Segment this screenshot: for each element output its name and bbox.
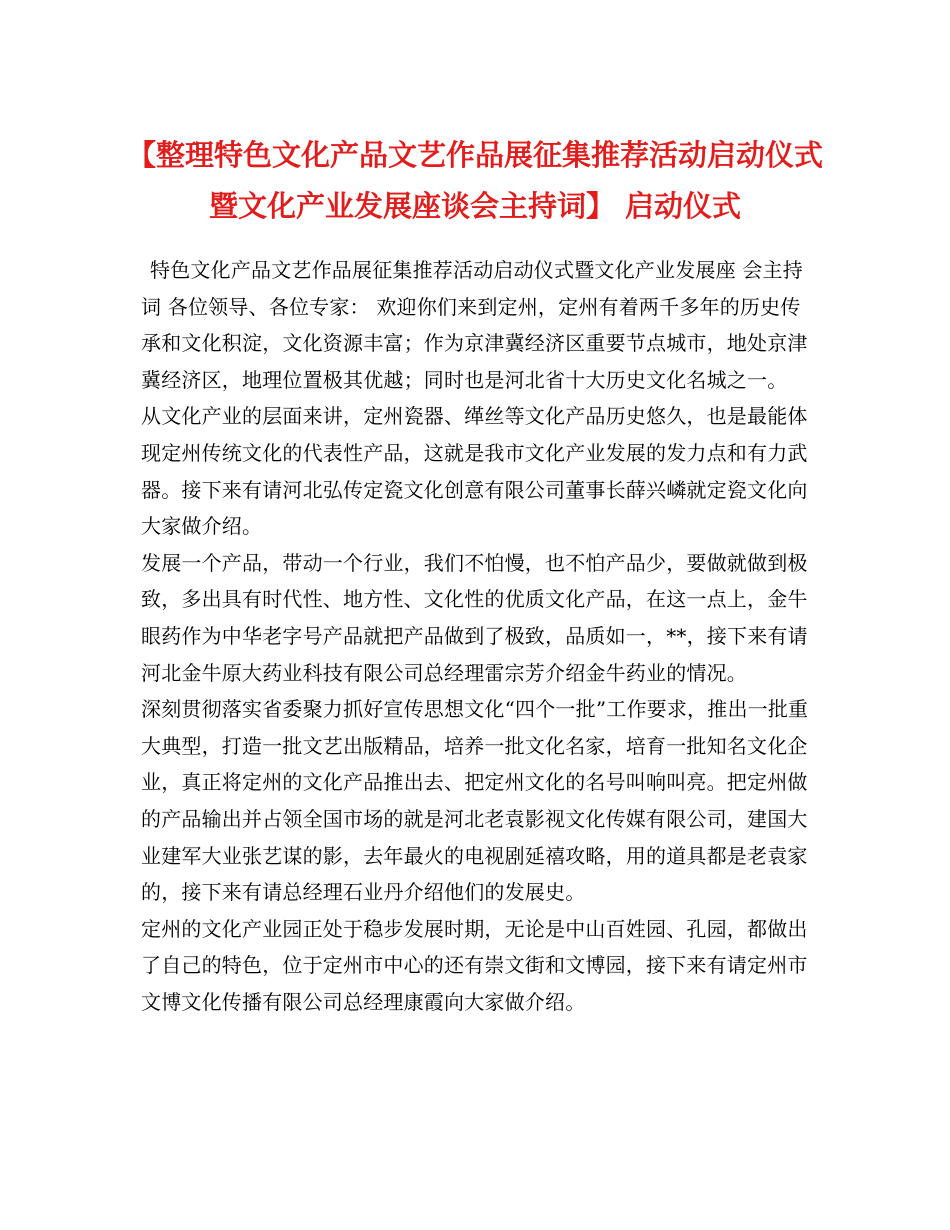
document-body bbox=[141, 252, 813, 1020]
paragraph-culture-park: 定州的文化产业园正处于稳步发展时期，无论是中山百姓园、孔园，都做出了自己的特色，位于定州市中心的还有崇文街和文博园，接下来有请定州市文博文化传播有限公司总经理康霞向大家做介绍。 bbox=[141, 916, 808, 1014]
paragraph-jinniu: 发展一个产品，带动一个行业，我们不怕慢，也不怕产品少，要做就做到极致，多出具有时代性、地方性、文化性的优质文化产品，在这一点上，金牛眼药作为中华老字号产品就把产品做到了极致，品质如一，**，接下来有请河北金牛原大药业科技有限公司总经理雷宗芳介绍金牛药业的情况。 bbox=[141, 550, 808, 685]
paragraph-intro: 特色文化产品文艺作品展征集推荐活动启动仪式暨文化产业发展座 会主持词 各位领导、各位专家： 欢迎你们来到定州，定州有着两千多年的历史传承和文化积淀，文化资源丰富；作为京津冀经济区重要节点城市，地处京津冀经济区，地理位置极其优越；同时也是河北省十大历史文化名城之一。 bbox=[141, 258, 808, 392]
paragraph-ceramics: 从文化产业的层面来讲，定州瓷器、缂丝等文化产品历史悠久，也是最能体现定州传统文化的代表性产品，这就是我市文化产业发展的发力点和有力武器。接下来有请河北弘传定瓷文化创意有限公司董事长薛兴嶙就定瓷文化向大家做介绍。 bbox=[141, 404, 808, 539]
document-title bbox=[120, 130, 830, 232]
title-line-2: 暨文化产业发展座谈会主持词】 启动仪式 bbox=[208, 189, 742, 223]
title-line-1: 【整理特色文化产品文艺作品展征集推荐活动启动仪式 bbox=[126, 138, 823, 172]
paragraph-laoyuan: 深刻贯彻落实省委聚力抓好宣传思想文化“四个一批”工作要求，推出一批重大典型，打造一批文艺出版精品，培养一批文化名家，培育一批知名文化企业，真正将定州的文化产品推出去、把定州文化的名号叫响叫亮。把定州做的产品输出并占领全国市场的就是河北老袁影视文化传媒有限公司，建国大业建军大业张艺谋的影，去年最火的电视剧延禧攻略，用的道具都是老袁家的，接下来有请总经理石业丹介绍他们的发展史。 bbox=[141, 697, 809, 905]
